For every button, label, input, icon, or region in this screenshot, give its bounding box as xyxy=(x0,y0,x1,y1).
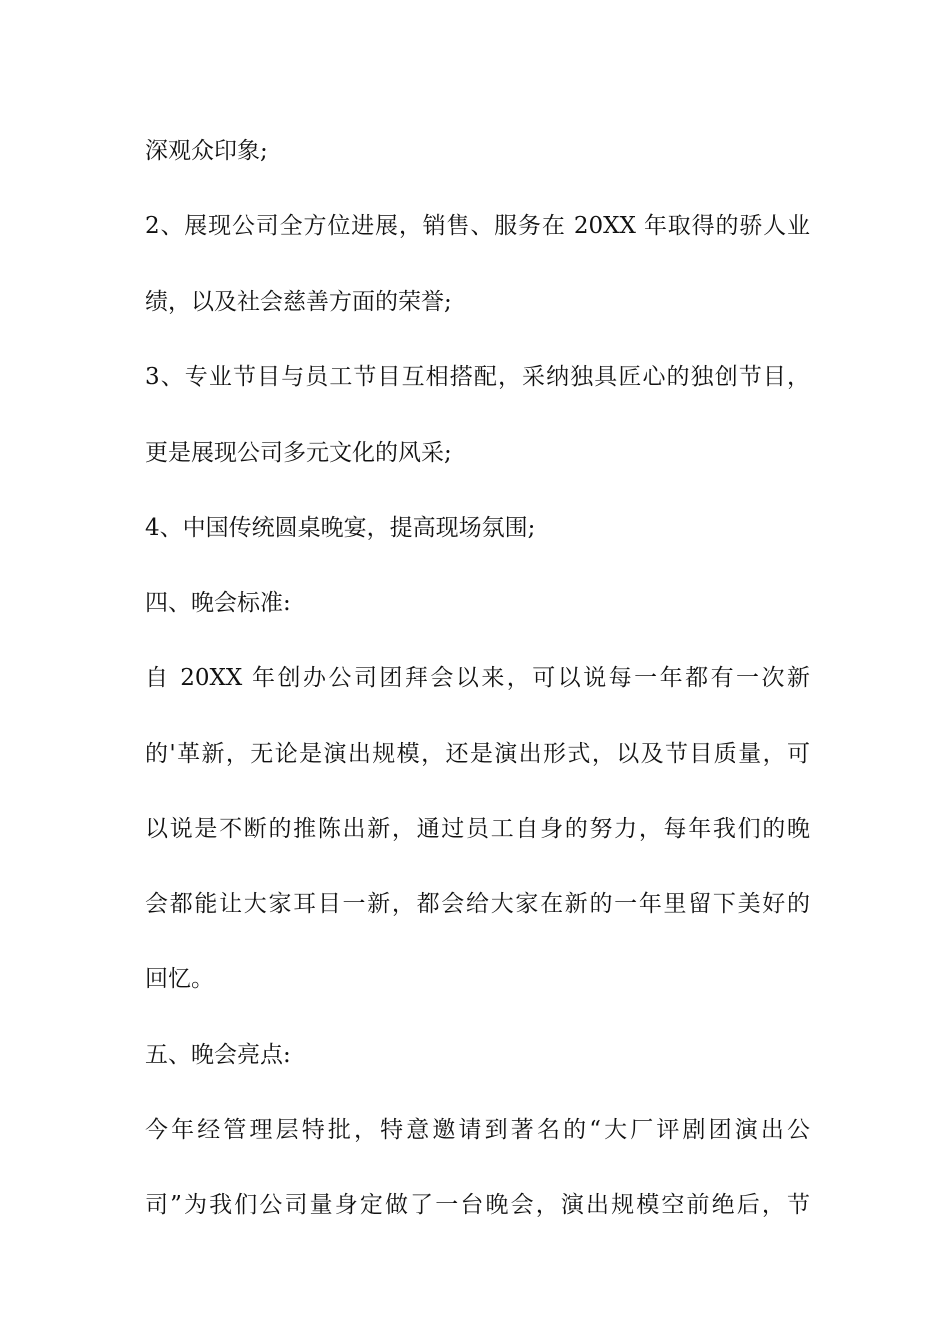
text-line-5: 更是展现公司多元文化的风采; xyxy=(145,440,452,466)
text-line-4: 3、专业节目与员工节目互相搭配，采纳独具匠心的独创节目， xyxy=(145,364,810,390)
text-line-14: 今年经管理层特批，特意邀请到著名的“大厂评剧团演出公 xyxy=(145,1117,810,1143)
text-line-9: 的'革新，无论是演出规模，还是演出形式，以及节目质量，可 xyxy=(145,741,810,767)
text-line-15: 司”为我们公司量身定做了一台晚会，演出规模空前绝后，节 xyxy=(145,1192,810,1218)
section-heading-4: 四、晚会标准: xyxy=(145,590,291,616)
text-line-12: 回忆。 xyxy=(145,966,214,992)
text-line-2: 2、展现公司全方位进展，销售、服务在 20XX 年取得的骄人业 xyxy=(145,213,810,239)
text-line-8: 自 20XX 年创办公司团拜会以来，可以说每一年都有一次新 xyxy=(145,665,810,691)
text-line-3: 绩，以及社会慈善方面的荣誉; xyxy=(145,289,452,315)
text-line-10: 以说是不断的推陈出新，通过员工自身的努力，每年我们的晚 xyxy=(145,816,810,842)
section-heading-5: 五、晚会亮点: xyxy=(145,1042,291,1068)
text-line-6: 4、中国传统圆桌晚宴，提高现场氛围; xyxy=(145,515,536,541)
text-line-1: 深观众印象; xyxy=(145,138,268,164)
text-line-11: 会都能让大家耳目一新，都会给大家在新的一年里留下美好的 xyxy=(145,891,810,917)
